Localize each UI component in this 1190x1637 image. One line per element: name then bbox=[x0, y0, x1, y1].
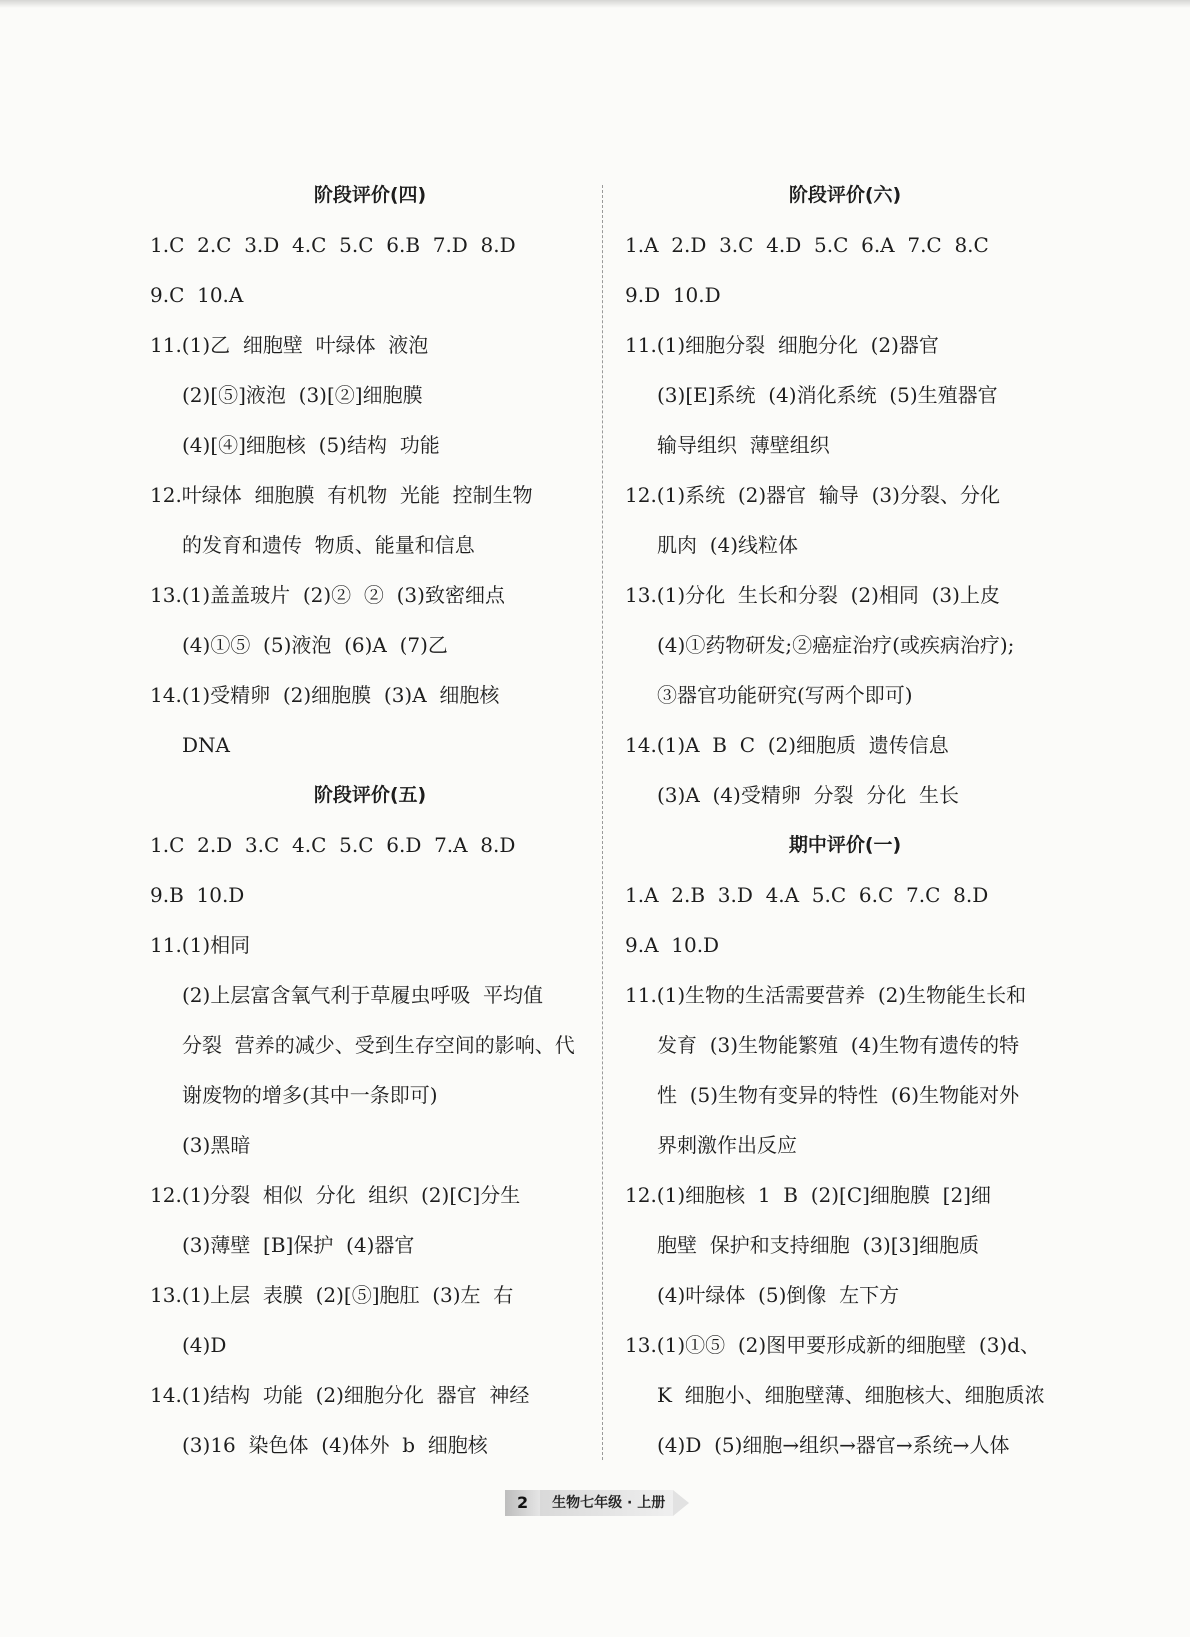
answer-line: (3)[E]系统 (4)消化系统 (5)生殖器官 bbox=[657, 383, 998, 407]
answer-line: (4)①药物研发;②癌症治疗(或疾病治疗); bbox=[657, 633, 1015, 657]
section-heading: 期中评价(一) bbox=[788, 834, 902, 856]
section-heading: 阶段评价(四) bbox=[313, 184, 427, 206]
answer-line: 9.D 10.D bbox=[625, 283, 721, 307]
answer-line: 11.(1)生物的生活需要营养 (2)生物能生长和 bbox=[625, 983, 1027, 1007]
arrow-icon bbox=[673, 1490, 689, 1516]
answer-line: 发育 (3)生物能繁殖 (4)生物有遗传的特 bbox=[657, 1033, 1020, 1057]
left-answer-column bbox=[150, 170, 590, 1470]
right-answer-column bbox=[625, 170, 1065, 1470]
answer-line: 14.(1)结构 功能 (2)细胞分化 器官 神经 bbox=[150, 1383, 530, 1407]
answer-line: (4)①⑤ (5)液泡 (6)A (7)乙 bbox=[182, 633, 448, 657]
answer-line: (3)薄壁 [B]保护 (4)器官 bbox=[182, 1233, 415, 1257]
answer-line: 12.(1)细胞核 1 B (2)[C]细胞膜 [2]细 bbox=[625, 1183, 991, 1207]
answer-line: 1.A 2.D 3.C 4.D 5.C 6.A 7.C 8.C bbox=[625, 233, 989, 257]
answer-line: 1.C 2.C 3.D 4.C 5.C 6.B 7.D 8.D bbox=[150, 233, 516, 257]
answer-line: 13.(1)①⑤ (2)图甲要形成新的细胞壁 (3)d、 bbox=[625, 1333, 1041, 1357]
answer-line: (4)D (5)细胞→组织→器官→系统→人体 bbox=[657, 1433, 1010, 1457]
answer-line: 分裂 营养的减少、受到生存空间的影响、代 bbox=[182, 1033, 575, 1057]
answer-line: (3)A (4)受精卵 分裂 分化 生长 bbox=[657, 783, 959, 807]
answer-line: ③器官功能研究(写两个即可) bbox=[657, 683, 913, 707]
answer-line: 谢废物的增多(其中一条即可) bbox=[182, 1083, 438, 1107]
answer-line: 12.(1)分裂 相似 分化 组织 (2)[C]分生 bbox=[150, 1183, 521, 1207]
answer-line: 1.C 2.D 3.C 4.C 5.C 6.D 7.A 8.D bbox=[150, 833, 516, 857]
answer-line: 14.(1)受精卵 (2)细胞膜 (3)A 细胞核 bbox=[150, 683, 500, 707]
answer-line: (2)[⑤]液泡 (3)[②]细胞膜 bbox=[182, 383, 423, 407]
page-footer bbox=[505, 1490, 689, 1516]
answer-line: 12.叶绿体 细胞膜 有机物 光能 控制生物 bbox=[150, 483, 533, 507]
answer-line: (3)16 染色体 (4)体外 b 细胞核 bbox=[182, 1433, 488, 1457]
answer-line: 胞壁 保护和支持细胞 (3)[3]细胞质 bbox=[657, 1233, 980, 1257]
answer-line: (3)黑暗 bbox=[182, 1133, 251, 1157]
answer-line: 14.(1)A B C (2)细胞质 遗传信息 bbox=[625, 733, 949, 757]
answer-line: 11.(1)相同 bbox=[150, 933, 251, 957]
answer-line: 的发育和遗传 物质、能量和信息 bbox=[182, 533, 475, 557]
answer-line: 输导组织 薄壁组织 bbox=[657, 433, 830, 457]
page-top-edge bbox=[0, 0, 1190, 8]
answer-line: 11.(1)细胞分裂 细胞分化 (2)器官 bbox=[625, 333, 939, 357]
answer-line: DNA bbox=[182, 733, 230, 757]
answer-line: 13.(1)盖盖玻片 (2)② ② (3)致密细点 bbox=[150, 583, 505, 607]
page-number: 2 bbox=[505, 1490, 540, 1516]
book-title: 生物七年级 · 上册 bbox=[540, 1490, 673, 1516]
answer-line: 13.(1)分化 生长和分裂 (2)相同 (3)上皮 bbox=[625, 583, 1000, 607]
answer-line: 肌肉 (4)线粒体 bbox=[657, 533, 799, 557]
answer-line: K 细胞小、细胞壁薄、细胞核大、细胞质浓 bbox=[657, 1383, 1045, 1407]
answer-line: (4)[④]细胞核 (5)结构 功能 bbox=[182, 433, 440, 457]
answer-line: (2)上层富含氧气利于草履虫呼吸 平均值 bbox=[182, 983, 544, 1007]
answer-line: 9.B 10.D bbox=[150, 883, 245, 907]
answer-line: 9.A 10.D bbox=[625, 933, 720, 957]
answer-line: 12.(1)系统 (2)器官 输导 (3)分裂、分化 bbox=[625, 483, 1000, 507]
column-divider bbox=[602, 185, 603, 1460]
section-heading: 阶段评价(五) bbox=[313, 784, 427, 806]
answer-line: 9.C 10.A bbox=[150, 283, 244, 307]
answer-line: 界刺激作出反应 bbox=[657, 1133, 797, 1157]
section-heading: 阶段评价(六) bbox=[788, 184, 902, 206]
answer-line: (4)D bbox=[182, 1333, 227, 1357]
answer-line: 11.(1)乙 细胞壁 叶绿体 液泡 bbox=[150, 333, 429, 357]
answer-line: 1.A 2.B 3.D 4.A 5.C 6.C 7.C 8.D bbox=[625, 883, 989, 907]
answer-line: 13.(1)上层 表膜 (2)[⑤]胞肛 (3)左 右 bbox=[150, 1283, 514, 1307]
answer-line: (4)叶绿体 (5)倒像 左下方 bbox=[657, 1283, 900, 1307]
answer-line: 性 (5)生物有变异的特性 (6)生物能对外 bbox=[657, 1083, 1020, 1107]
